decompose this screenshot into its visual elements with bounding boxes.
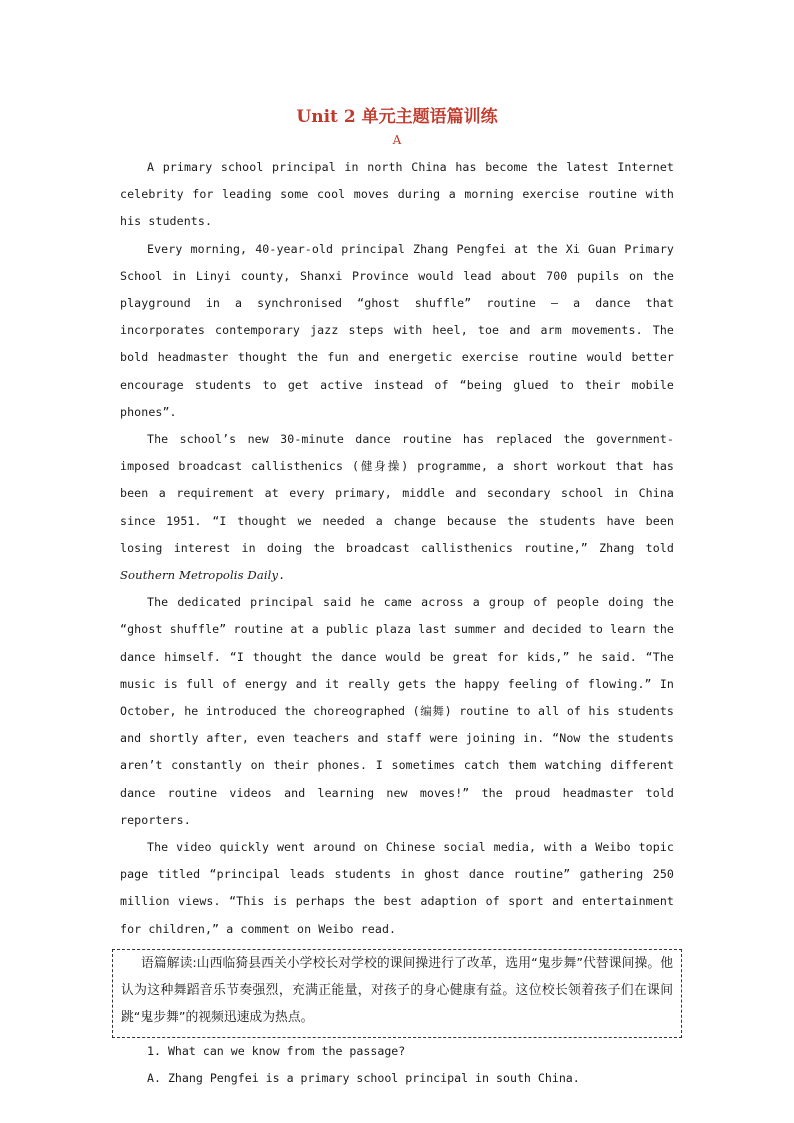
page-title: Unit 2 单元主题语篇训练 (296, 107, 498, 127)
source-publication: Southern Metropolis Daily (120, 568, 279, 583)
paragraph-5: The video quickly went around on Chinese social media, with a Weibo topic page titled “principal leads students in ghost dance routine” gathering 250 million views. “This is perhaps the best adaption of sport and entertainment for children,” a comment on Weibo read. (120, 840, 674, 936)
paragraph-4: The dedicated principal said he came across a group of people doing the “ghost shuffle” routine at a public plaza last summer and decided to learn the dance himself. “I thought the dance would be great for kids,” he said. “The music is full of energy and it really gets the happy feeling of flowing.” In October, he introduced the choreographed (编舞) routine to all of his students and shortly after, even teachers and staff were joining in. “Now the students aren’t constantly on their phones. I sometimes catch them watching different dance routine videos and learning new moves!” the proud headmaster told reporters. (120, 595, 674, 827)
paragraph-1: A primary school principal in north China has become the latest Internet celebrity for leading some cool moves during a morning exercise routine with his students. (120, 160, 674, 229)
document-page (120, 104, 674, 1092)
passage-analysis-box (112, 949, 682, 1038)
question-stem: 1. What can we know from the passage? (147, 1043, 406, 1058)
section-label: A (392, 133, 402, 147)
paragraph-2: Every morning, 40-year-old principal Zhang Pengfei at the Xi Guan Primary School in Linyi county, Shanxi Province would lead about 700 pupils on the playground in a synchronised “ghost shuffle” routine — a dance that incorporates contemporary jazz steps with heel, toe and arm movements. The bold headmaster thought the fun and energetic exercise routine would better encourage students to get active instead of “being glued to their mobile phones”. (120, 241, 674, 419)
analysis-label: 语篇解读: (141, 955, 197, 971)
option-a: A. Zhang Pengfei is a primary school principal in south China. (147, 1071, 580, 1086)
paragraph-3-end: . (278, 568, 286, 583)
analysis-text: 山西临猗县西关小学校长对学校的课间操进行了改革，选用“鬼步舞”代替课间操。他认为这种舞蹈音乐节奏强烈，充满正能量，对孩子的身心健康有益。这位校长领着孩子们在课间跳“鬼步舞”的视频迅速成为热点。 (121, 955, 674, 1025)
paragraph-3 (120, 426, 674, 589)
paragraph-3-text: The school’s new 30-minute dance routine has replaced the government-imposed broadcast callisthenics (健身操) programme, a short workout that has been a requirement at every primary, middle and secondary school in China since 1951. “I thought we needed a change because the students have been losing interest in doing the broadcast callisthenics routine,” Zhang told (120, 432, 674, 555)
